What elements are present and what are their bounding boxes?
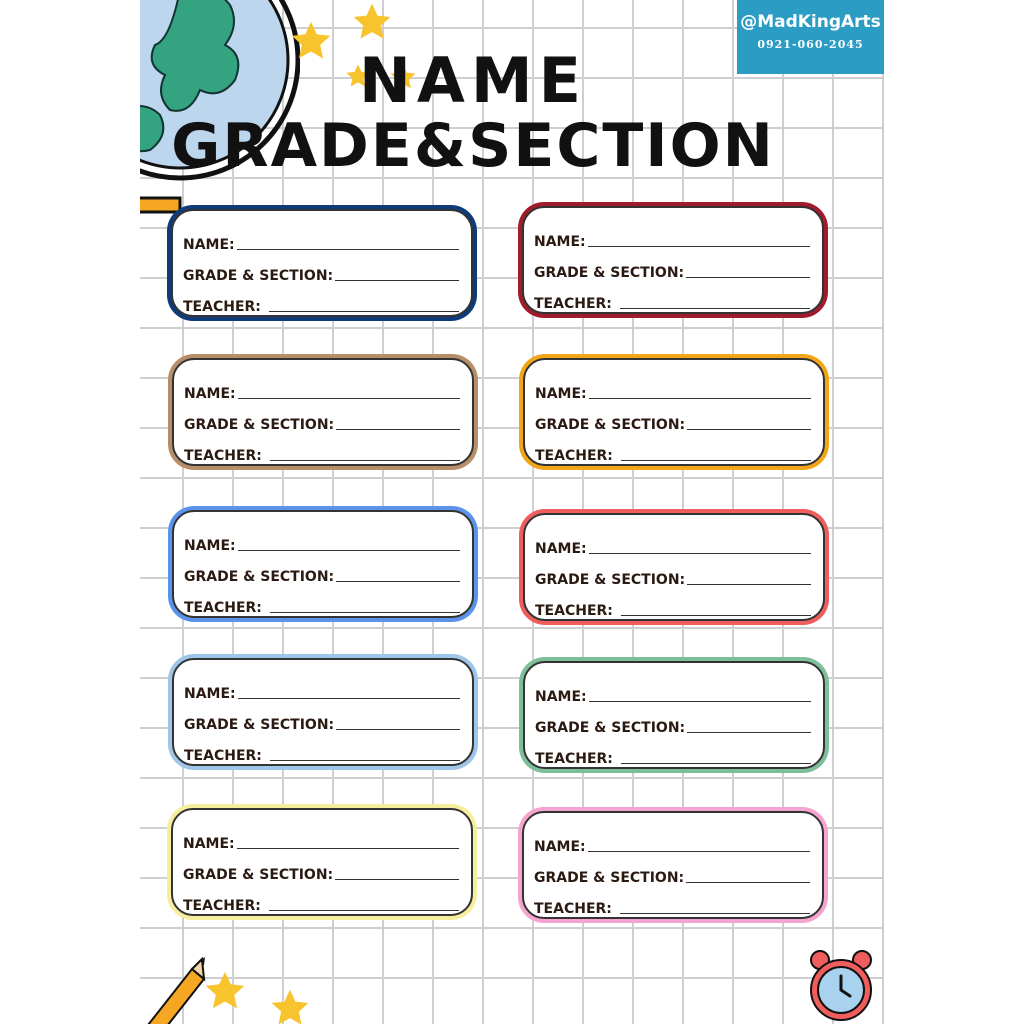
star-icon	[202, 968, 248, 1014]
grade-section-field	[184, 569, 460, 585]
watermark-handle: @MadKingArts	[740, 12, 881, 32]
grade-section-field	[534, 870, 810, 886]
teacher-field-label: TEACHER:	[183, 898, 261, 914]
name-field-blank-line	[238, 697, 460, 699]
grade-section-field-blank-line	[687, 428, 811, 430]
name-field	[535, 689, 811, 705]
grade-section-field-blank-line	[335, 878, 459, 880]
name-field	[534, 234, 810, 250]
star-icon	[350, 0, 394, 44]
grade-section-field	[183, 867, 459, 883]
name-tag-inner	[523, 513, 825, 621]
name-field	[183, 237, 459, 253]
grade-section-field	[535, 720, 811, 736]
name-field-label: NAME:	[184, 386, 236, 402]
teacher-field-blank-line	[621, 614, 811, 616]
title-line-2: GRADE&SECTION	[171, 111, 775, 181]
teacher-field	[535, 751, 811, 767]
teacher-field-blank-line	[620, 307, 810, 309]
teacher-field-label: TEACHER:	[184, 748, 262, 764]
teacher-field-label: TEACHER:	[535, 603, 613, 619]
name-field-label: NAME:	[184, 686, 236, 702]
name-tag-inner	[172, 510, 474, 618]
title-line-1: NAME	[359, 44, 587, 117]
grade-section-field	[535, 417, 811, 433]
star-icon	[268, 986, 312, 1024]
grade-section-field-blank-line	[336, 580, 460, 582]
grade-section-field-label: GRADE & SECTION:	[535, 417, 686, 433]
name-tag-card	[168, 506, 478, 622]
name-tag-card	[518, 807, 828, 923]
name-field-blank-line	[588, 245, 810, 247]
grade-section-field-blank-line	[687, 583, 811, 585]
name-tag-card	[519, 354, 829, 470]
teacher-field-label: TEACHER:	[535, 448, 613, 464]
grade-section-field-label: GRADE & SECTION:	[184, 569, 335, 585]
name-tag-card	[168, 654, 478, 770]
name-field	[184, 686, 460, 702]
name-tag-inner	[522, 206, 824, 314]
name-tag-inner	[523, 358, 825, 466]
grade-section-field-label: GRADE & SECTION:	[534, 265, 685, 281]
grade-section-field-label: GRADE & SECTION:	[184, 717, 335, 733]
name-field	[535, 541, 811, 557]
grade-section-field-blank-line	[686, 276, 810, 278]
teacher-field	[184, 748, 460, 764]
grade-section-field	[183, 268, 459, 284]
name-field-label: NAME:	[183, 836, 235, 852]
name-field-blank-line	[589, 700, 811, 702]
teacher-field-blank-line	[270, 611, 460, 613]
name-field	[535, 386, 811, 402]
teacher-field-label: TEACHER:	[184, 448, 262, 464]
grade-section-field-label: GRADE & SECTION:	[183, 867, 334, 883]
teacher-field-label: TEACHER:	[183, 299, 261, 315]
name-tag-card	[167, 804, 477, 920]
teacher-field	[184, 600, 460, 616]
name-tag-inner	[522, 811, 824, 919]
name-tag-inner	[523, 661, 825, 769]
teacher-field	[183, 299, 459, 315]
grade-section-field-label: GRADE & SECTION:	[183, 268, 334, 284]
grade-section-field-blank-line	[335, 279, 459, 281]
teacher-field-blank-line	[270, 459, 460, 461]
watermark-phone: 0921-060-2045	[757, 38, 864, 51]
name-field-blank-line	[238, 397, 460, 399]
grade-section-field-label: GRADE & SECTION:	[184, 417, 335, 433]
teacher-field	[535, 603, 811, 619]
name-field	[183, 836, 459, 852]
grade-section-field	[535, 572, 811, 588]
name-tag-card	[518, 202, 828, 318]
alarm-clock-icon	[808, 946, 874, 1024]
name-field-blank-line	[588, 850, 810, 852]
teacher-field-label: TEACHER:	[184, 600, 262, 616]
name-field	[534, 839, 810, 855]
grade-section-field-label: GRADE & SECTION:	[535, 720, 686, 736]
teacher-field-blank-line	[621, 459, 811, 461]
teacher-field-blank-line	[270, 759, 460, 761]
name-field-blank-line	[238, 549, 460, 551]
teacher-field	[534, 901, 810, 917]
name-tag-inner	[171, 209, 473, 317]
page-title	[160, 44, 786, 181]
teacher-field-blank-line	[621, 762, 811, 764]
teacher-field	[535, 448, 811, 464]
name-tag-card	[519, 509, 829, 625]
grade-section-field-blank-line	[336, 728, 460, 730]
name-field-blank-line	[237, 847, 459, 849]
grade-section-field-blank-line	[686, 881, 810, 883]
name-tag-card	[167, 205, 477, 321]
name-tag-inner	[172, 358, 474, 466]
name-field-label: NAME:	[183, 237, 235, 253]
name-field	[184, 538, 460, 554]
teacher-field-blank-line	[269, 909, 459, 911]
name-field-blank-line	[589, 397, 811, 399]
teacher-field-label: TEACHER:	[535, 751, 613, 767]
teacher-field	[183, 898, 459, 914]
name-field-label: NAME:	[184, 538, 236, 554]
grade-section-field	[184, 417, 460, 433]
name-field-label: NAME:	[535, 689, 587, 705]
name-field-label: NAME:	[535, 386, 587, 402]
teacher-field	[184, 448, 460, 464]
name-field-label: NAME:	[534, 234, 586, 250]
name-tag-card	[519, 657, 829, 773]
teacher-field-label: TEACHER:	[534, 901, 612, 917]
teacher-field-label: TEACHER:	[534, 296, 612, 312]
grade-section-field	[184, 717, 460, 733]
name-field-blank-line	[589, 552, 811, 554]
grade-section-field-label: GRADE & SECTION:	[535, 572, 686, 588]
name-field-label: NAME:	[535, 541, 587, 557]
teacher-field	[534, 296, 810, 312]
grade-section-field	[534, 265, 810, 281]
teacher-field-blank-line	[620, 912, 810, 914]
name-tag-card	[168, 354, 478, 470]
grade-section-field-label: GRADE & SECTION:	[534, 870, 685, 886]
pencil-icon	[140, 955, 210, 1024]
grade-section-field-blank-line	[336, 428, 460, 430]
name-tag-inner	[172, 658, 474, 766]
name-field-label: NAME:	[534, 839, 586, 855]
name-field	[184, 386, 460, 402]
teacher-field-blank-line	[269, 310, 459, 312]
name-tag-inner	[171, 808, 473, 916]
grade-section-field-blank-line	[687, 731, 811, 733]
name-field-blank-line	[237, 248, 459, 250]
